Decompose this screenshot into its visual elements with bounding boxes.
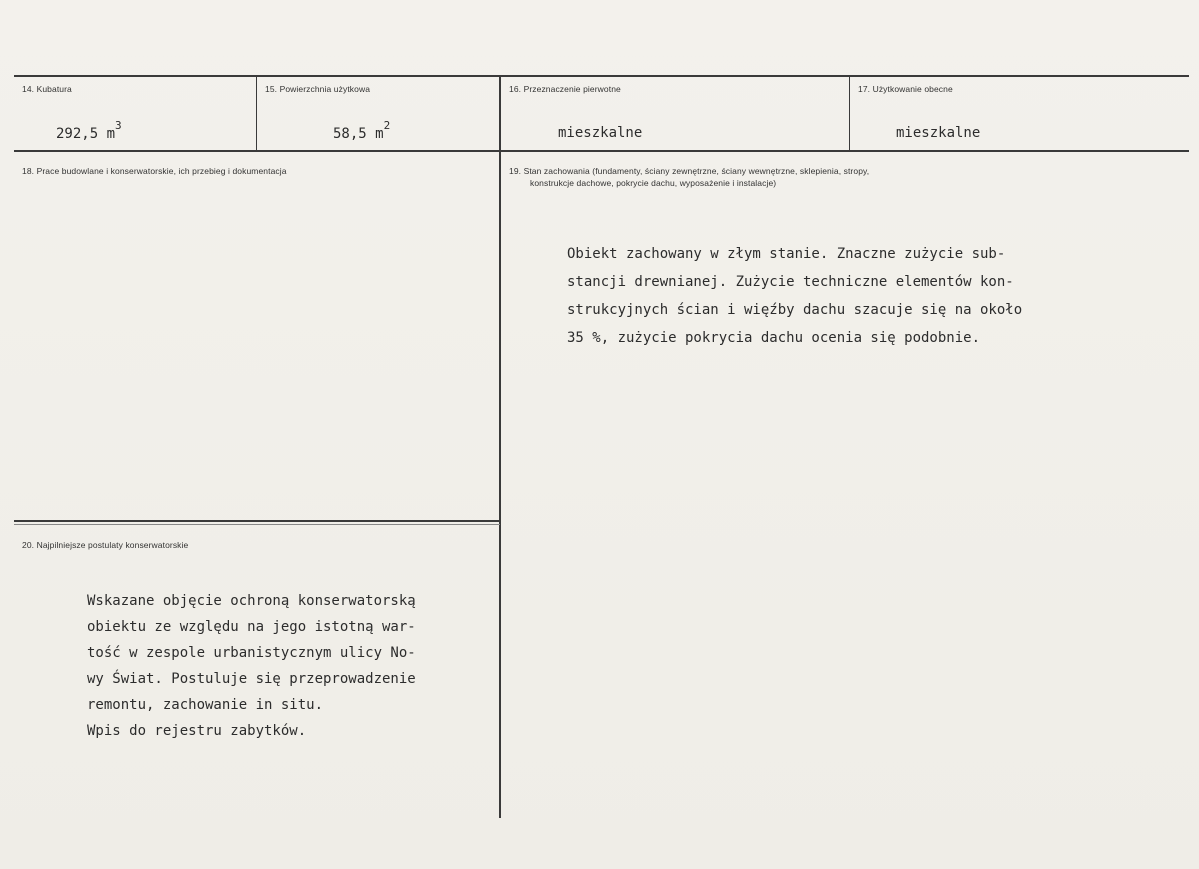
row1-bottom-rule [14, 150, 1189, 152]
prace-budowlane-label: 18. Prace budowlane i konserwatorskie, ich przebieg i dokumentacja [22, 166, 287, 176]
postulaty-line: tość w zespole urbanistycznym ulicy No- [87, 645, 416, 661]
powierzchnia-number: 58,5 m [333, 126, 384, 142]
postulaty-line: wy Świat. Postuluje się przeprowadzenie [87, 671, 416, 687]
section-18-bottom-rule [14, 520, 500, 522]
powierzchnia-unit-exponent: 2 [383, 119, 391, 132]
postulaty-label: 20. Najpilniejsze postulaty konserwatorskie [22, 540, 189, 550]
postulaty-line: Wskazane objęcie ochroną konserwatorską [87, 593, 416, 609]
divider-14-15 [256, 76, 257, 151]
stan-zachowania-label-line1: 19. Stan zachowania (fundamenty, ściany zewnętrzne, ściany wewnętrzne, sklepienia, stropy, [509, 166, 870, 176]
stan-zachowania-text [567, 240, 1022, 352]
kubatura-value [56, 119, 122, 142]
powierzchnia-value [333, 119, 390, 142]
top-rule [14, 75, 1189, 77]
postulaty-text [87, 588, 416, 744]
stan-zachowania-line: 35 %, zużycie pokrycia dachu ocenia się podobnie. [567, 330, 981, 346]
section-18-bottom-rule-thin [14, 524, 500, 525]
postulaty-line: Wpis do rejestru zabytków. [87, 723, 307, 739]
kubatura-number: 292,5 m [56, 126, 116, 142]
center-vertical-rule [499, 151, 501, 818]
stan-zachowania-label-line2: konstrukcje dachowe, pokrycie dachu, wyposażenie i instalacje) [530, 178, 777, 188]
uzytkowanie-value: mieszkalne [896, 125, 981, 141]
divider-15-16 [499, 76, 501, 151]
stan-zachowania-line: stancji drewnianej. Zużycie techniczne elementów kon- [567, 274, 1014, 290]
uzytkowanie-label: 17. Użytkowanie obecne [858, 84, 953, 94]
kubatura-unit-exponent: 3 [115, 119, 122, 132]
postulaty-line: remontu, zachowanie in situ. [87, 697, 324, 713]
kubatura-label: 14. Kubatura [22, 84, 72, 94]
stan-zachowania-line: Obiekt zachowany w złym stanie. Znaczne zużycie sub- [567, 246, 1006, 262]
przeznaczenie-label: 16. Przeznaczenie pierwotne [509, 84, 621, 94]
przeznaczenie-value: mieszkalne [558, 125, 643, 141]
postulaty-line: obiektu ze względu na jego istotną war- [87, 619, 416, 635]
powierzchnia-label: 15. Powierzchnia użytkowa [265, 84, 371, 94]
divider-16-17 [849, 76, 850, 151]
stan-zachowania-line: strukcyjnych ścian i więźby dachu szacuje się na około [567, 302, 1023, 318]
